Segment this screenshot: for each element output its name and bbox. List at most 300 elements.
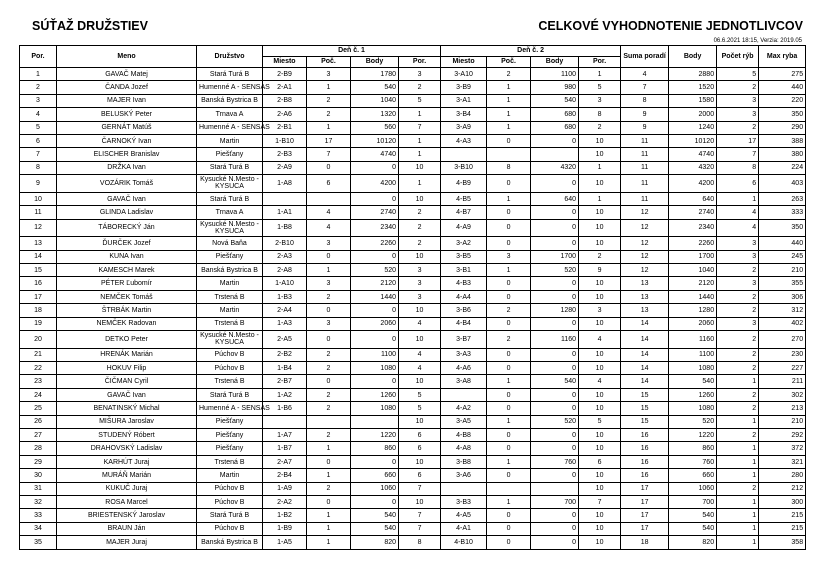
cell-d1-miesto: 2-B1 — [263, 121, 307, 134]
cell-pocet-ryb: 2 — [717, 482, 759, 495]
table-row — [20, 536, 806, 549]
table-row — [20, 108, 806, 121]
cell-max-ryba: 300 — [759, 496, 806, 509]
cell-body-total: 1040 — [669, 264, 717, 277]
cell-max-ryba: 312 — [759, 304, 806, 317]
cell-max-ryba: 211 — [759, 375, 806, 388]
cell-pocet-ryb: 4 — [717, 206, 759, 219]
cell-d1-body: 1320 — [351, 108, 399, 121]
cell-meno: KARHÚT Juraj — [57, 455, 197, 468]
cell-d2-por: 10 — [579, 237, 621, 250]
cell-d2-body — [531, 482, 579, 495]
cell-suma: 14 — [621, 348, 669, 361]
cell-d2-miesto — [441, 388, 487, 401]
cell-suma: 9 — [621, 108, 669, 121]
cell-pocet-ryb: 3 — [717, 317, 759, 330]
cell-d1-poc: 0 — [307, 331, 351, 349]
cell-body-total: 540 — [669, 509, 717, 522]
report-title: CELKOVÉ VYHODNOTENIE JEDNOTLIVCOV — [538, 19, 803, 33]
cell-druzstvo: Púchov B — [197, 496, 263, 509]
cell-max-ryba: 215 — [759, 509, 806, 522]
cell-d2-por: 10 — [579, 522, 621, 535]
table-row — [20, 206, 806, 219]
table-row — [20, 509, 806, 522]
cell-d2-por: 2 — [579, 121, 621, 134]
cell-d1-miesto: 1-A10 — [263, 277, 307, 290]
cell-d2-por: 7 — [579, 496, 621, 509]
cell-body-total: 10120 — [669, 134, 717, 147]
cell-body-total: 4740 — [669, 148, 717, 161]
cell-pocet-ryb: 2 — [717, 304, 759, 317]
cell-d1-miesto: 2-A4 — [263, 304, 307, 317]
cell-d2-body: 0 — [531, 175, 579, 193]
cell-max-ryba: 355 — [759, 277, 806, 290]
cell-druzstvo: Trstená B — [197, 317, 263, 330]
cell-d2-por: 8 — [579, 108, 621, 121]
cell-d1-por: 3 — [399, 290, 441, 303]
cell-d1-por: 10 — [399, 304, 441, 317]
cell-por: 31 — [20, 482, 57, 495]
cell-d1-poc: 3 — [307, 277, 351, 290]
cell-meno: ĎURČEK Jozef — [57, 237, 197, 250]
table-row — [20, 522, 806, 535]
cell-suma: 17 — [621, 496, 669, 509]
cell-druzstvo: Púchov B — [197, 522, 263, 535]
cell-d1-body — [351, 415, 399, 428]
cell-d1-por: 10 — [399, 331, 441, 349]
cell-d2-miesto: 4-B8 — [441, 429, 487, 442]
cell-d1-body: 660 — [351, 469, 399, 482]
cell-d2-miesto: 3-B4 — [441, 108, 487, 121]
cell-d1-poc: 2 — [307, 108, 351, 121]
cell-d1-body: 0 — [351, 192, 399, 205]
cell-d2-miesto: 4-B3 — [441, 277, 487, 290]
cell-d1-poc: 2 — [307, 388, 351, 401]
cell-d1-miesto: 1-A2 — [263, 388, 307, 401]
cell-d1-poc: 1 — [307, 509, 351, 522]
cell-pocet-ryb: 8 — [717, 161, 759, 174]
cell-max-ryba: 210 — [759, 415, 806, 428]
cell-d2-body: 0 — [531, 429, 579, 442]
cell-d1-miesto: 2-B3 — [263, 148, 307, 161]
cell-d2-poc — [487, 148, 531, 161]
cell-por: 35 — [20, 536, 57, 549]
cell-d1-poc: 1 — [307, 81, 351, 94]
cell-d1-por: 10 — [399, 496, 441, 509]
cell-pocet-ryb: 2 — [717, 290, 759, 303]
cell-meno: KAMESCH Marek — [57, 264, 197, 277]
cell-d1-poc — [307, 415, 351, 428]
cell-d1-body: 4200 — [351, 175, 399, 193]
table-row — [20, 192, 806, 205]
cell-druzstvo: Trnava A — [197, 206, 263, 219]
cell-por: 1 — [20, 68, 57, 81]
cell-d1-por: 2 — [399, 237, 441, 250]
cell-por: 15 — [20, 264, 57, 277]
cell-d1-body: 1080 — [351, 362, 399, 375]
col-d2-miesto: Miesto — [441, 57, 487, 68]
cell-d2-miesto: 3-B5 — [441, 250, 487, 263]
cell-druzstvo: Banská Bystrica B — [197, 94, 263, 107]
cell-por: 3 — [20, 94, 57, 107]
cell-por: 30 — [20, 469, 57, 482]
cell-por: 28 — [20, 442, 57, 455]
cell-druzstvo: Kysucké N.Mesto - KYSUCA — [197, 175, 263, 193]
cell-suma: 14 — [621, 331, 669, 349]
cell-d2-poc: 0 — [487, 536, 531, 549]
cell-d1-miesto: 2-B10 — [263, 237, 307, 250]
cell-d1-poc: 2 — [307, 94, 351, 107]
cell-d1-miesto: 2-A8 — [263, 264, 307, 277]
cell-d2-miesto: 4-A9 — [441, 219, 487, 237]
cell-d1-miesto: 1-B7 — [263, 442, 307, 455]
cell-d2-poc: 0 — [487, 388, 531, 401]
cell-d1-body: 1080 — [351, 402, 399, 415]
cell-d1-miesto: 2-B2 — [263, 348, 307, 361]
cell-d2-por: 10 — [579, 509, 621, 522]
cell-meno: KUKUČ Juraj — [57, 482, 197, 495]
cell-d1-por: 1 — [399, 108, 441, 121]
cell-body-total: 1580 — [669, 94, 717, 107]
cell-d2-por: 10 — [579, 402, 621, 415]
cell-max-ryba: 280 — [759, 469, 806, 482]
cell-d1-poc: 3 — [307, 317, 351, 330]
cell-meno: ČARNOKÝ Ivan — [57, 134, 197, 147]
cell-d2-body: 0 — [531, 277, 579, 290]
cell-d1-poc: 1 — [307, 264, 351, 277]
cell-d1-miesto: 1-B8 — [263, 219, 307, 237]
cell-d2-por: 10 — [579, 277, 621, 290]
cell-suma: 13 — [621, 304, 669, 317]
cell-d2-poc: 2 — [487, 331, 531, 349]
cell-d2-miesto: 3-A10 — [441, 68, 487, 81]
cell-d2-body: 520 — [531, 264, 579, 277]
cell-d1-body: 540 — [351, 81, 399, 94]
table-row — [20, 250, 806, 263]
cell-d1-poc: 4 — [307, 206, 351, 219]
cell-d1-por: 10 — [399, 250, 441, 263]
col-suma: Suma poradí — [621, 46, 669, 68]
cell-pocet-ryb: 1 — [717, 375, 759, 388]
cell-d2-miesto: 4-A1 — [441, 522, 487, 535]
cell-d2-miesto: 4-A8 — [441, 442, 487, 455]
cell-suma: 12 — [621, 237, 669, 250]
cell-pocet-ryb: 1 — [717, 509, 759, 522]
cell-suma: 9 — [621, 121, 669, 134]
cell-d2-body: 4320 — [531, 161, 579, 174]
cell-meno: NEMČEK Radovan — [57, 317, 197, 330]
cell-body-total: 860 — [669, 442, 717, 455]
cell-d2-body: 0 — [531, 134, 579, 147]
cell-meno: GAVAČ Matej — [57, 68, 197, 81]
table-row — [20, 175, 806, 193]
table-row — [20, 469, 806, 482]
cell-d1-body: 2060 — [351, 317, 399, 330]
cell-d1-por: 1 — [399, 148, 441, 161]
table-row — [20, 148, 806, 161]
cell-pocet-ryb: 1 — [717, 536, 759, 549]
cell-por: 12 — [20, 219, 57, 237]
cell-por: 8 — [20, 161, 57, 174]
cell-d1-miesto: 2-A9 — [263, 161, 307, 174]
cell-d1-miesto: 1-B6 — [263, 402, 307, 415]
cell-body-total: 2120 — [669, 277, 717, 290]
cell-d1-body: 0 — [351, 455, 399, 468]
cell-druzstvo: Banská Bystrica B — [197, 536, 263, 549]
cell-por: 18 — [20, 304, 57, 317]
cell-por: 22 — [20, 362, 57, 375]
cell-suma: 17 — [621, 509, 669, 522]
cell-max-ryba: 440 — [759, 237, 806, 250]
cell-d1-body: 1040 — [351, 94, 399, 107]
cell-d1-por: 6 — [399, 442, 441, 455]
cell-d2-poc: 0 — [487, 206, 531, 219]
cell-body-total: 2060 — [669, 317, 717, 330]
cell-max-ryba: 213 — [759, 402, 806, 415]
cell-druzstvo: Nová Baňa — [197, 237, 263, 250]
cell-por: 11 — [20, 206, 57, 219]
cell-meno: GAVAČ Ivan — [57, 388, 197, 401]
cell-d2-miesto — [441, 148, 487, 161]
table-row — [20, 317, 806, 330]
cell-meno: MAJER Juraj — [57, 536, 197, 549]
col-pocet-ryb: Počet rýb — [717, 46, 759, 68]
cell-d2-poc: 8 — [487, 161, 531, 174]
cell-max-ryba: 321 — [759, 455, 806, 468]
cell-max-ryba: 270 — [759, 331, 806, 349]
cell-d1-body: 820 — [351, 536, 399, 549]
cell-d2-poc: 3 — [487, 250, 531, 263]
cell-d1-miesto: 2-A1 — [263, 81, 307, 94]
cell-druzstvo: Stará Turá B — [197, 192, 263, 205]
cell-suma: 16 — [621, 469, 669, 482]
cell-d2-por: 10 — [579, 482, 621, 495]
cell-d2-poc: 0 — [487, 402, 531, 415]
cell-d1-poc: 2 — [307, 482, 351, 495]
cell-max-ryba: 245 — [759, 250, 806, 263]
cell-d2-poc: 0 — [487, 469, 531, 482]
col-d2-body: Body — [531, 57, 579, 68]
cell-pocet-ryb: 2 — [717, 348, 759, 361]
cell-d2-poc: 0 — [487, 509, 531, 522]
cell-d1-poc: 2 — [307, 348, 351, 361]
cell-d1-por: 2 — [399, 81, 441, 94]
cell-por: 24 — [20, 388, 57, 401]
cell-d1-miesto: 2-B9 — [263, 68, 307, 81]
cell-d2-body: 0 — [531, 317, 579, 330]
cell-d2-por: 9 — [579, 264, 621, 277]
cell-d2-miesto: 3-A1 — [441, 94, 487, 107]
cell-d1-poc: 1 — [307, 536, 351, 549]
cell-pocet-ryb: 2 — [717, 331, 759, 349]
cell-druzstvo: Piešťany — [197, 442, 263, 455]
cell-suma: 13 — [621, 277, 669, 290]
cell-d2-body: 760 — [531, 455, 579, 468]
cell-d2-poc: 1 — [487, 108, 531, 121]
cell-por: 4 — [20, 108, 57, 121]
col-d2-poc: Poč. — [487, 57, 531, 68]
cell-d2-por: 10 — [579, 148, 621, 161]
cell-d1-poc: 1 — [307, 522, 351, 535]
cell-d2-por: 6 — [579, 455, 621, 468]
cell-d1-body: 0 — [351, 496, 399, 509]
cell-d1-body: 4740 — [351, 148, 399, 161]
cell-d1-por: 10 — [399, 415, 441, 428]
cell-d1-poc: 1 — [307, 442, 351, 455]
cell-d2-body: 980 — [531, 81, 579, 94]
cell-meno: BRIESTENSKÝ Jaroslav — [57, 509, 197, 522]
cell-d2-poc: 0 — [487, 348, 531, 361]
cell-max-ryba: 212 — [759, 482, 806, 495]
cell-max-ryba: 402 — [759, 317, 806, 330]
table-row — [20, 331, 806, 349]
cell-meno: ROSA Marcel — [57, 496, 197, 509]
cell-d1-por: 6 — [399, 429, 441, 442]
cell-d2-poc: 0 — [487, 277, 531, 290]
cell-d2-por: 3 — [579, 304, 621, 317]
cell-d1-body: 0 — [351, 331, 399, 349]
cell-d2-por: 10 — [579, 175, 621, 193]
cell-suma: 16 — [621, 442, 669, 455]
cell-d1-poc: 0 — [307, 496, 351, 509]
cell-por: 10 — [20, 192, 57, 205]
cell-body-total: 660 — [669, 469, 717, 482]
cell-suma: 12 — [621, 206, 669, 219]
cell-max-ryba: 358 — [759, 536, 806, 549]
cell-max-ryba: 372 — [759, 442, 806, 455]
cell-pocet-ryb: 17 — [717, 134, 759, 147]
cell-body-total: 540 — [669, 375, 717, 388]
cell-druzstvo: Trstená B — [197, 375, 263, 388]
table-row — [20, 264, 806, 277]
cell-meno: MURÁŇ Marián — [57, 469, 197, 482]
cell-d2-body: 0 — [531, 469, 579, 482]
cell-d2-por: 1 — [579, 192, 621, 205]
cell-suma: 11 — [621, 192, 669, 205]
cell-d2-miesto: 4-B10 — [441, 536, 487, 549]
cell-d2-poc: 0 — [487, 134, 531, 147]
cell-meno: BENATINSKÝ Michal — [57, 402, 197, 415]
cell-d1-body: 1260 — [351, 388, 399, 401]
cell-max-ryba: 210 — [759, 264, 806, 277]
cell-d2-por: 1 — [579, 68, 621, 81]
cell-max-ryba: 440 — [759, 81, 806, 94]
cell-d2-por: 10 — [579, 134, 621, 147]
cell-d2-poc: 1 — [487, 192, 531, 205]
cell-pocet-ryb: 2 — [717, 402, 759, 415]
cell-d2-miesto: 3-B7 — [441, 331, 487, 349]
cell-max-ryba: 215 — [759, 522, 806, 535]
cell-d2-body: 0 — [531, 402, 579, 415]
cell-druzstvo: Martin — [197, 469, 263, 482]
cell-suma: 15 — [621, 402, 669, 415]
cell-body-total: 760 — [669, 455, 717, 468]
cell-max-ryba: 403 — [759, 175, 806, 193]
cell-d1-por: 7 — [399, 509, 441, 522]
cell-d1-body: 0 — [351, 304, 399, 317]
cell-d2-por: 4 — [579, 375, 621, 388]
cell-d2-miesto: 4-A2 — [441, 402, 487, 415]
cell-pocet-ryb: 5 — [717, 68, 759, 81]
cell-d2-miesto: 4-A3 — [441, 134, 487, 147]
cell-por: 2 — [20, 81, 57, 94]
cell-meno: BELUSKÝ Peter — [57, 108, 197, 121]
cell-d2-por: 3 — [579, 94, 621, 107]
cell-d1-body: 2120 — [351, 277, 399, 290]
cell-d1-poc: 0 — [307, 304, 351, 317]
cell-d2-body: 640 — [531, 192, 579, 205]
cell-druzstvo: Banská Bystrica B — [197, 264, 263, 277]
cell-por: 7 — [20, 148, 57, 161]
cell-meno: VOZÁRIK Tomáš — [57, 175, 197, 193]
cell-d2-body: 1160 — [531, 331, 579, 349]
cell-body-total: 1240 — [669, 121, 717, 134]
cell-body-total: 2880 — [669, 68, 717, 81]
cell-d1-body: 10120 — [351, 134, 399, 147]
cell-body-total: 2740 — [669, 206, 717, 219]
cell-d1-miesto: 1-A3 — [263, 317, 307, 330]
cell-d2-body — [531, 148, 579, 161]
cell-pocet-ryb: 1 — [717, 522, 759, 535]
cell-d1-body: 2740 — [351, 206, 399, 219]
cell-max-ryba: 290 — [759, 121, 806, 134]
cell-d1-por: 3 — [399, 264, 441, 277]
cell-d2-miesto: 3-A5 — [441, 415, 487, 428]
cell-d1-body: 0 — [351, 375, 399, 388]
cell-d2-body: 0 — [531, 509, 579, 522]
cell-d2-poc: 0 — [487, 362, 531, 375]
cell-body-total: 1060 — [669, 482, 717, 495]
cell-d2-miesto: 3-B1 — [441, 264, 487, 277]
cell-suma: 11 — [621, 175, 669, 193]
col-meno: Meno — [57, 46, 197, 68]
cell-suma: 11 — [621, 134, 669, 147]
table-row — [20, 375, 806, 388]
col-d1-poc: Poč. — [307, 57, 351, 68]
cell-body-total: 2340 — [669, 219, 717, 237]
cell-druzstvo: Stará Turá B — [197, 68, 263, 81]
cell-d1-miesto: 2-A5 — [263, 331, 307, 349]
cell-d2-body: 0 — [531, 237, 579, 250]
cell-pocet-ryb: 2 — [717, 388, 759, 401]
cell-d2-body: 0 — [531, 522, 579, 535]
col-day2: Deň č. 2 — [441, 46, 621, 57]
cell-pocet-ryb: 2 — [717, 264, 759, 277]
cell-d1-por: 10 — [399, 192, 441, 205]
cell-suma: 18 — [621, 536, 669, 549]
cell-d2-body: 0 — [531, 362, 579, 375]
cell-body-total: 1160 — [669, 331, 717, 349]
col-d2-por: Por. — [579, 57, 621, 68]
cell-d2-por: 5 — [579, 415, 621, 428]
cell-d1-poc: 2 — [307, 362, 351, 375]
table-row — [20, 429, 806, 442]
cell-suma: 11 — [621, 148, 669, 161]
cell-suma: 13 — [621, 290, 669, 303]
cell-max-ryba: 388 — [759, 134, 806, 147]
cell-d2-por: 10 — [579, 442, 621, 455]
cell-d2-por: 10 — [579, 388, 621, 401]
cell-d2-body: 1280 — [531, 304, 579, 317]
cell-d1-body: 1100 — [351, 348, 399, 361]
cell-body-total: 1220 — [669, 429, 717, 442]
cell-d1-por: 10 — [399, 375, 441, 388]
cell-pocet-ryb: 2 — [717, 121, 759, 134]
cell-por: 21 — [20, 348, 57, 361]
cell-d1-miesto: 2-A3 — [263, 250, 307, 263]
cell-d1-por: 1 — [399, 134, 441, 147]
cell-d2-poc: 0 — [487, 429, 531, 442]
